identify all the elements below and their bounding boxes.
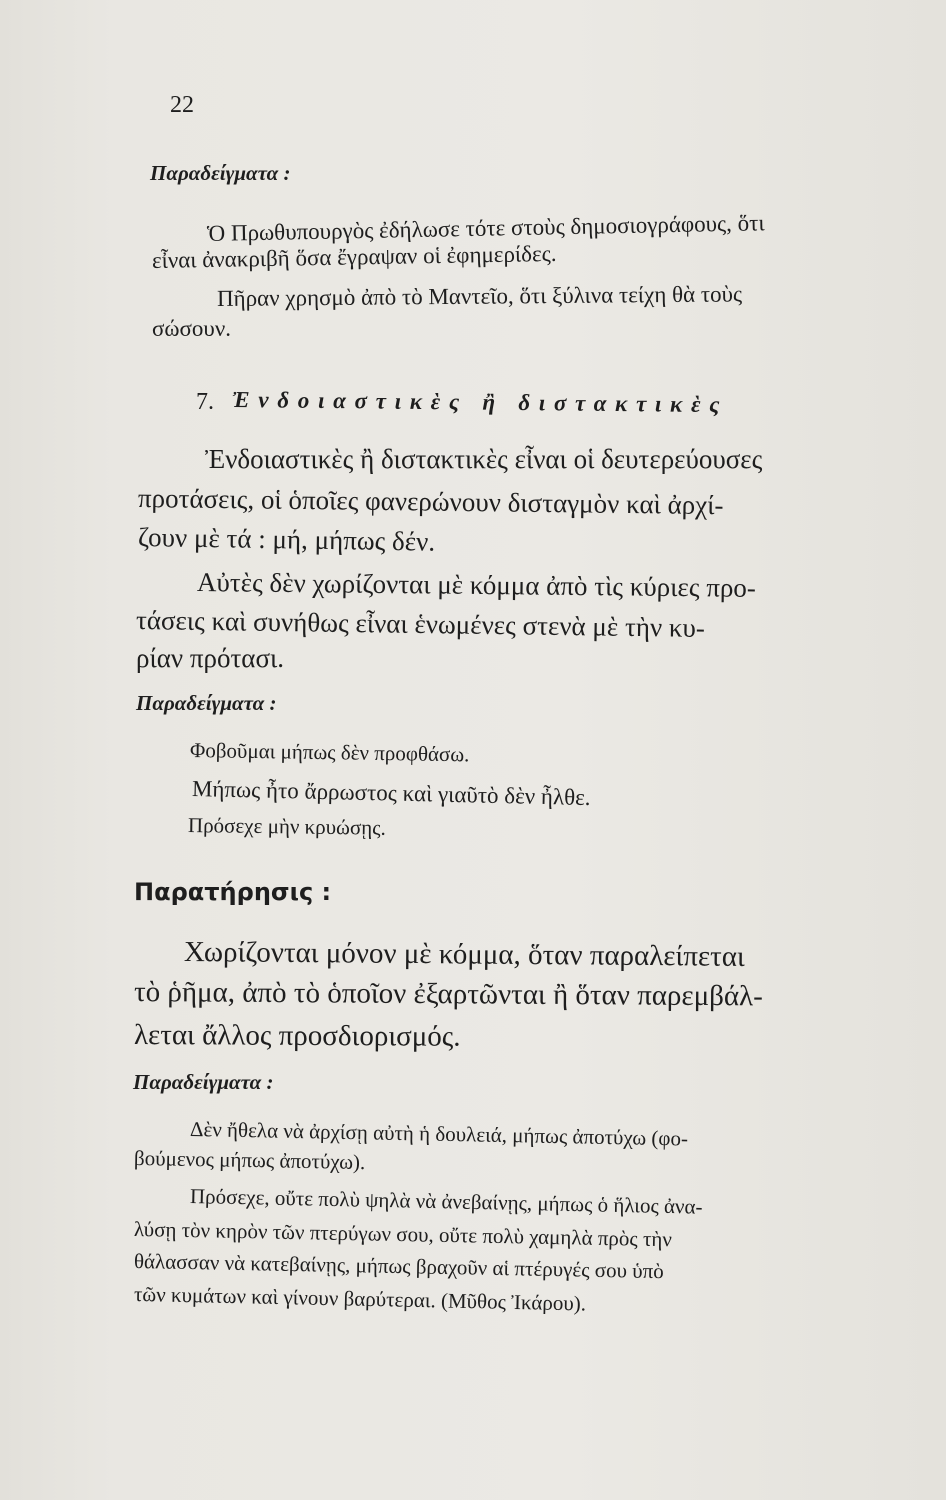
remark-heading: Παρατήρησις : [134, 878, 332, 906]
text-line: βούμενος μήπως ἀποτύχω). [133, 1146, 366, 1175]
examples-heading-1: Παραδείγματα : [150, 161, 291, 185]
text-line: Μήπως ἦτο ἄρρωστος καὶ γιαῦτὸ δὲν ἦλθε. [191, 776, 591, 811]
text-line: εἶναι ἀνακριβῆ ὅσα ἔγραψαν οἱ ἐφημερίδες. [151, 240, 557, 273]
text-line: Ὁ Πρωθυπουργὸς ἐδήλωσε τότε στοὺς δημοσιογράφους, ὅτι [206, 210, 765, 246]
text-line: τάσεις καὶ συνήθως εἶναι ἑνωμένες στενὰ μὲ τὴν κυ- [135, 605, 706, 643]
text-line: προτάσεις, οἱ ὁποῖες φανερώνουν δισταγμὸν καὶ ἀρχί- [137, 483, 724, 521]
text-line: Φοβοῦμαι μήπως δὲν προφθάσω. [189, 738, 470, 767]
examples-heading-2: Παραδείγματα : [136, 691, 277, 715]
text-line: σώσουν. [152, 316, 231, 341]
text-line: Χωρίζονται μόνον μὲ κόμμα, ὅταν παραλείπεται [183, 936, 745, 973]
text-line: Αὐτὲς δὲν χωρίζονται μὲ κόμμα ἀπὸ τὶς κύριες προ- [196, 567, 757, 603]
text-line: Πρόσεχε μὴν κρυώσῃς. [187, 813, 386, 840]
text-line: θάλασσαν νὰ κατεβαίνῃς, μήπως βραχοῦν αἱ πτέρυγές σου ὑπὸ [133, 1249, 664, 1284]
text-line: λεται ἄλλος προσδιορισμός. [133, 1019, 461, 1053]
text-line: ρίαν πρότασι. [136, 643, 285, 673]
text-line: τῶν κυμάτων καὶ γίνουν βαρύτεραι. (Μῦθος Ἰκάρου). [133, 1282, 587, 1316]
text-line: Πῆραν χρησμὸ ἀπὸ τὸ Μαντεῖο, ὅτι ξύλινα τείχη θὰ τοὺς [216, 281, 743, 311]
text-line: τὸ ῥῆμα, ἀπὸ τὸ ὁποῖον ἐξαρτῶνται ἢ ὅταν παρεμβάλ- [133, 976, 763, 1013]
examples-heading-3: Παραδείγματα : [133, 1070, 274, 1094]
text-line: λύσῃ τὸν κηρὸν τῶν πτερύγων σου, οὔτε πολὺ χαμηλὰ πρὸς τὴν [133, 1217, 673, 1252]
text-line: ζουν μὲ τά : μή, μήπως δέν. [137, 522, 436, 557]
section-title: Ἐνδοιαστικὲς ἢ διστακτικὲς [231, 387, 729, 418]
section-number: 7. [196, 389, 214, 415]
page-number: 22 [170, 92, 194, 118]
text-line: Δὲν ἤθελα νὰ ἀρχίσῃ αὐτὴ ἡ δουλειά, μήπως ἀποτύχω (φο- [189, 1117, 689, 1151]
text-line: Ἐνδοιαστικὲς ἢ διστακτικὲς εἶναι οἱ δευτερεύουσες [205, 444, 763, 474]
text-line: Πρόσεχε, οὔτε πολὺ ψηλὰ νὰ ἀνεβαίνῃς, μήπως ὁ ἥλιος ἀνα- [189, 1184, 703, 1219]
